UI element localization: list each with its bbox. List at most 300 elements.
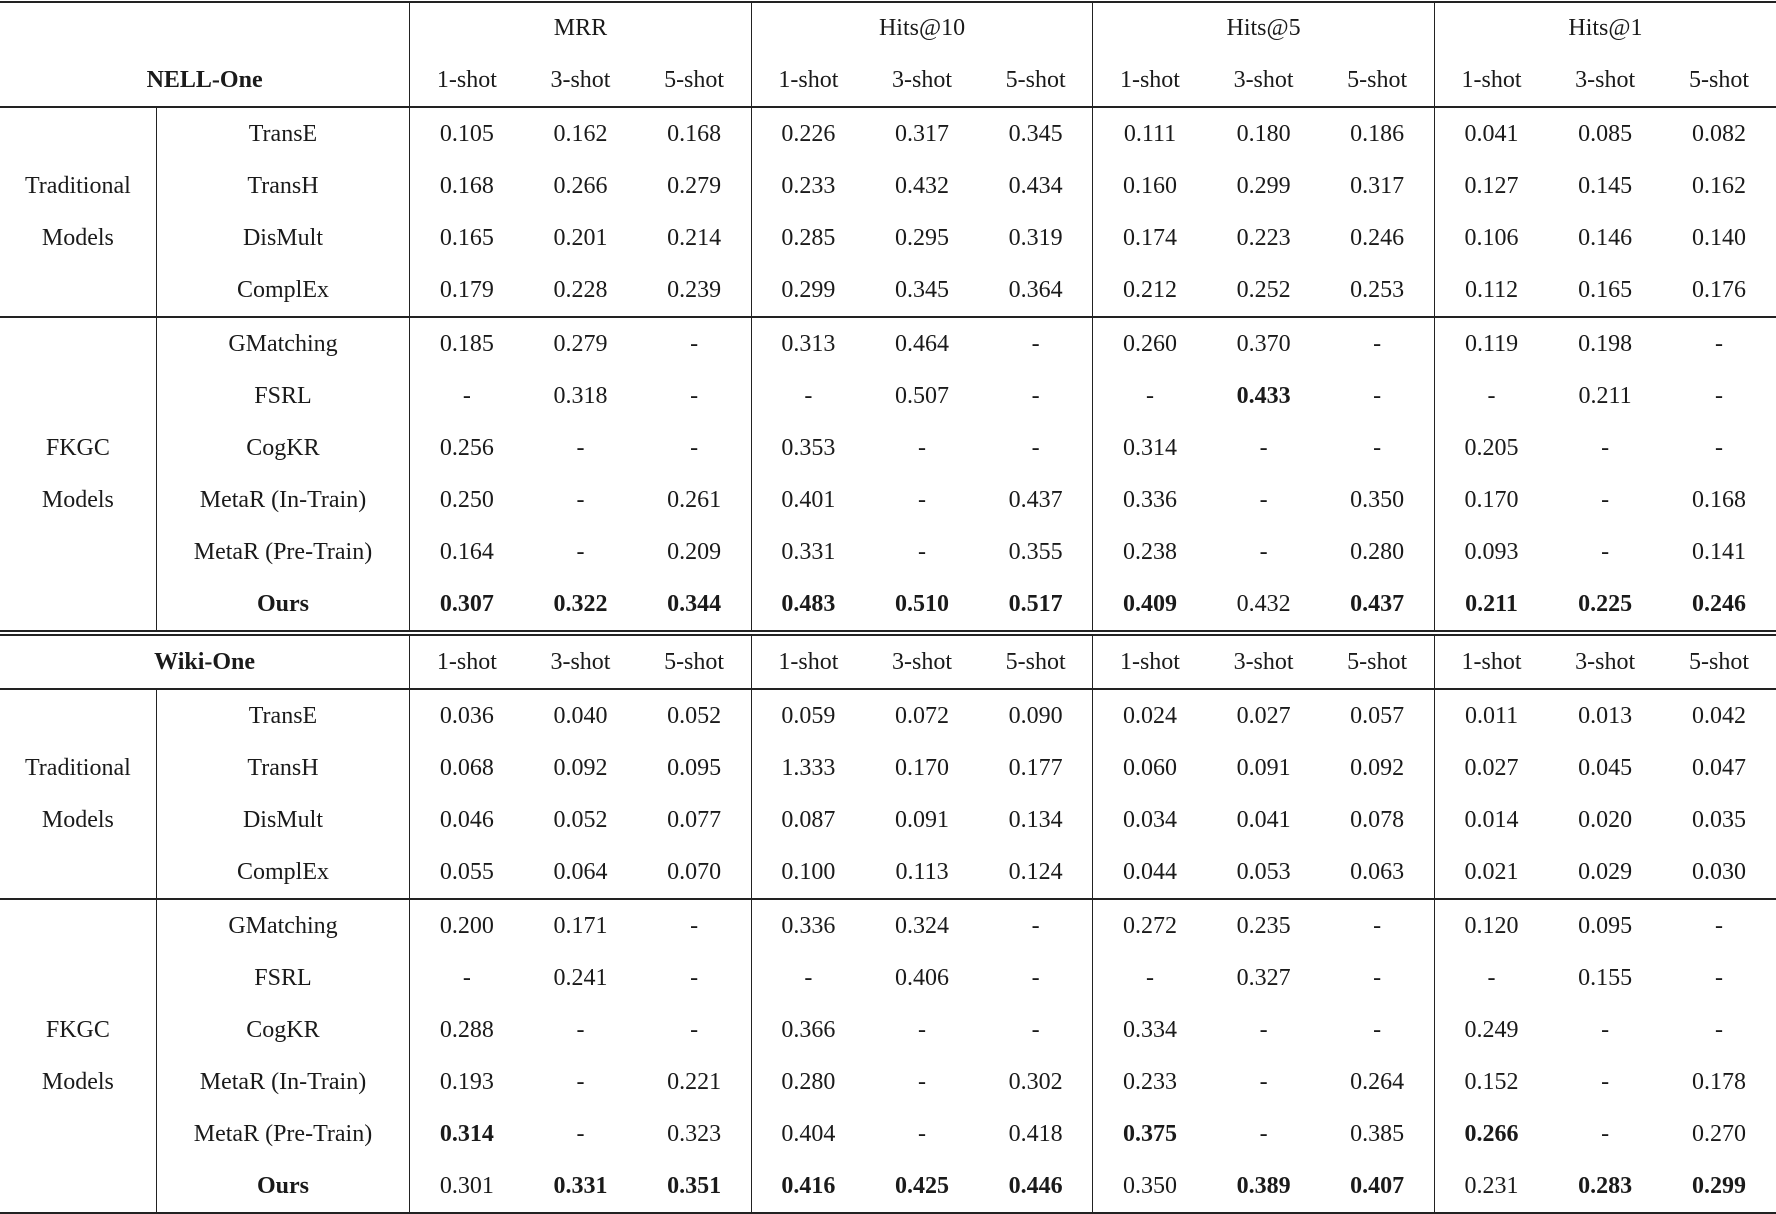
value-cell: - [1601,486,1610,513]
model-name: TransH [247,754,319,781]
value-cell: 0.250 [410,474,524,526]
value-cell: 0.092 [553,754,608,781]
group-label-text [0,742,156,846]
value-cell: - [1715,382,1724,409]
value-cell: 0.053 [1207,846,1321,899]
shot-header: 5-shot [1662,54,1776,107]
value-cell: 0.057 [1350,702,1405,729]
value-cell: 0.013 [1578,702,1633,729]
value-cell: - [576,1120,585,1147]
value-cell: 0.370 [1236,330,1291,357]
value-cell: 0.364 [979,264,1093,317]
group-label [0,899,156,1213]
value-cell: 0.034 [1093,794,1207,846]
group-label-text [0,160,156,264]
value-cell: 0.253 [1320,264,1434,317]
value-cell: 1.333 [751,742,865,794]
table-row [0,899,1776,952]
value-cell: 0.416 [751,1160,865,1213]
value-cell: 0.299 [1662,1160,1776,1213]
value-cell: - [1259,1016,1268,1043]
value-cell: 0.090 [1008,702,1063,729]
value-cell: 0.041 [1236,806,1291,833]
value-cell: 0.180 [1236,120,1291,147]
value-cell: 0.279 [553,330,608,357]
value-cell: 0.134 [1008,806,1063,833]
value-cell: 0.288 [410,1004,524,1056]
value-cell: 0.212 [1093,264,1207,317]
value-cell: 0.072 [895,702,950,729]
value-cell: 0.029 [1548,846,1662,899]
value-cell: 0.201 [553,224,608,251]
value-cell: 0.317 [895,120,950,147]
value-cell: 0.106 [1434,212,1548,264]
value-cell: - [1259,486,1268,513]
value-cell: 0.280 [1350,538,1405,565]
shot-header: 1-shot [751,633,865,689]
value-cell: 0.111 [1093,107,1207,160]
model-name: CogKR [246,1016,320,1043]
group-label [0,107,156,317]
value-cell: 0.319 [1008,224,1063,251]
value-cell: 0.152 [1434,1056,1548,1108]
value-cell: 0.045 [1578,754,1633,781]
value-cell: 0.021 [1434,846,1548,899]
value-cell: - [1601,1068,1610,1095]
value-cell: - [1259,1120,1268,1147]
group-label-line: FKGC [45,1017,110,1043]
value-cell: 0.170 [1434,474,1548,526]
table-row [0,317,1776,370]
value-cell: 0.168 [1692,486,1747,513]
value-cell: - [576,1016,585,1043]
value-cell: - [690,1016,699,1043]
value-cell: 0.221 [667,1068,722,1095]
value-cell: 0.186 [1350,120,1405,147]
value-cell: - [751,952,865,1004]
model-name: ComplEx [156,846,409,899]
value-cell: 0.446 [979,1160,1093,1213]
value-cell: - [1601,538,1610,565]
value-cell: 0.060 [1093,742,1207,794]
value-cell: 0.401 [751,474,865,526]
value-cell: - [918,538,927,565]
group-label [0,689,156,899]
shot-header: 3-shot [865,54,979,107]
value-cell: 0.168 [667,120,722,147]
group-label-text [0,1004,156,1108]
value-cell: 0.336 [751,899,865,952]
value-cell: - [1031,434,1040,461]
value-cell: 0.314 [410,1108,524,1160]
value-cell: 0.344 [637,578,751,633]
value-cell: 0.317 [1350,172,1405,199]
value-cell: 0.036 [410,689,524,742]
value-cell: 0.162 [1692,172,1747,199]
value-cell: 0.270 [1692,1120,1747,1147]
shot-header: 1-shot [1093,633,1207,689]
value-cell: 0.171 [553,912,608,939]
value-cell: - [1093,370,1207,422]
value-cell: 0.211 [1578,382,1632,409]
value-cell: 0.064 [524,846,638,899]
value-cell: 0.385 [1350,1120,1405,1147]
model-name: CogKR [246,434,320,461]
value-cell: 0.241 [553,964,608,991]
model-name: MetaR (In-Train) [199,1068,367,1095]
value-cell: 0.211 [1434,578,1548,633]
value-cell: 0.246 [1662,578,1776,633]
value-cell: 0.233 [751,160,865,212]
value-cell: 0.040 [553,702,608,729]
value-cell: 0.093 [1434,526,1548,578]
value-cell: 0.266 [553,172,608,199]
shot-header: 5-shot [1320,54,1434,107]
value-cell: 0.027 [1434,742,1548,794]
value-cell: 0.322 [524,578,638,633]
metric-header: MRR [410,2,752,54]
value-cell: 0.091 [1236,754,1291,781]
value-cell: - [1373,912,1382,939]
value-cell: 0.120 [1434,899,1548,952]
value-cell: 0.011 [1434,689,1548,742]
model-name: FSRL [254,382,312,409]
value-cell: 0.231 [1434,1160,1548,1213]
value-cell: - [1601,1120,1610,1147]
metric-header: Hits@10 [751,2,1093,54]
value-cell: 0.082 [1692,120,1747,147]
value-cell: - [690,912,699,939]
value-cell: 0.042 [1692,702,1747,729]
value-cell: 0.077 [667,806,722,833]
value-cell: 0.510 [865,578,979,633]
value-cell: 0.301 [410,1160,524,1213]
value-cell: 0.433 [1236,382,1291,409]
value-cell: 0.418 [1008,1120,1063,1147]
value-cell: 0.226 [751,107,865,160]
value-cell: 0.095 [1578,912,1633,939]
value-cell: 0.285 [751,212,865,264]
value-cell: - [918,1120,927,1147]
value-cell: - [1373,1016,1382,1043]
shot-header: 3-shot [1548,633,1662,689]
value-cell: 0.146 [1578,224,1633,251]
value-cell: 0.266 [1434,1108,1548,1160]
value-cell: - [1259,434,1268,461]
group-label-line: FKGC [45,435,110,461]
model-name: MetaR (In-Train) [199,486,367,513]
value-cell: 0.323 [667,1120,722,1147]
value-cell: 0.024 [1093,689,1207,742]
table-row [0,742,1776,794]
value-cell: 0.331 [751,526,865,578]
model-name: ComplEx [156,264,409,317]
value-cell: 0.314 [1093,422,1207,474]
value-cell: 0.046 [410,794,524,846]
group-label-text [0,422,156,526]
value-cell: 0.345 [1008,120,1063,147]
value-cell: 0.283 [1548,1160,1662,1213]
value-cell: 0.078 [1350,806,1405,833]
value-cell: - [1373,330,1382,357]
value-cell: 0.100 [751,846,865,899]
table-row [0,1004,1776,1056]
value-cell: 0.209 [667,538,722,565]
value-cell: 0.299 [1236,172,1291,199]
value-cell: 0.351 [637,1160,751,1213]
value-cell: 0.055 [410,846,524,899]
value-cell: 0.170 [895,754,950,781]
table-row [0,212,1776,264]
value-cell: 0.331 [524,1160,638,1213]
value-cell: - [1259,1068,1268,1095]
value-cell: 0.119 [1434,317,1548,370]
value-cell: 0.145 [1578,172,1633,199]
value-cell: 0.030 [1662,846,1776,899]
model-name: TransH [247,172,319,199]
shot-header: 3-shot [1548,54,1662,107]
value-cell: 0.404 [751,1108,865,1160]
value-cell: 0.350 [1350,486,1405,513]
value-cell: 0.063 [1320,846,1434,899]
table-row [0,422,1776,474]
shot-header: 1-shot [410,633,524,689]
value-cell: 0.233 [1093,1056,1207,1108]
model-name: Ours [156,1160,409,1213]
value-cell: 0.345 [865,264,979,317]
model-name: TransE [248,120,318,147]
value-cell: - [1031,1016,1040,1043]
table-row [0,1108,1776,1160]
value-cell: 0.155 [1578,964,1633,991]
value-cell: - [1373,382,1382,409]
value-cell: 0.027 [1236,702,1291,729]
value-cell: 0.105 [410,107,524,160]
value-cell: - [690,964,699,991]
value-cell: 0.223 [1236,224,1291,251]
value-cell: 0.313 [751,317,865,370]
value-cell: 0.225 [1548,578,1662,633]
value-cell: 0.407 [1320,1160,1434,1213]
shot-header: 5-shot [979,54,1093,107]
shot-header: 1-shot [1434,633,1548,689]
value-cell: 0.261 [667,486,722,513]
value-cell: 0.299 [751,264,865,317]
value-cell: - [1601,434,1610,461]
value-cell: - [1031,330,1040,357]
table-row [0,107,1776,160]
value-cell: 0.295 [895,224,950,251]
group-label-line: Traditional [24,755,131,781]
shot-header-row [0,54,1776,107]
value-cell: 0.375 [1093,1108,1207,1160]
shot-header-row [0,633,1776,689]
value-cell: - [690,434,699,461]
value-cell: - [576,434,585,461]
metric-header: Hits@5 [1093,2,1435,54]
table-row [0,526,1776,578]
value-cell: - [576,486,585,513]
model-name: FSRL [254,964,312,991]
value-cell: - [1031,382,1040,409]
group-label [0,317,156,633]
value-cell: 0.246 [1350,224,1405,251]
value-cell: 0.205 [1434,422,1548,474]
value-cell: 0.437 [1320,578,1434,633]
value-cell: - [918,1016,927,1043]
table-row [0,846,1776,899]
value-cell: 0.198 [1578,330,1633,357]
value-cell: 0.324 [895,912,950,939]
group-label-line: Models [41,487,114,513]
value-cell: 0.047 [1692,754,1747,781]
value-cell: 0.517 [979,578,1093,633]
dataset-name: NELL-One [0,54,410,107]
value-cell: 0.091 [895,806,950,833]
value-cell: 0.327 [1236,964,1291,991]
value-cell: 0.165 [1548,264,1662,317]
value-cell: 0.318 [553,382,608,409]
value-cell: - [1601,1016,1610,1043]
shot-header: 1-shot [410,54,524,107]
shot-header: 3-shot [1207,633,1321,689]
value-cell: 0.176 [1662,264,1776,317]
value-cell: 0.464 [895,330,950,357]
value-cell: 0.127 [1434,160,1548,212]
value-cell: 0.112 [1434,264,1548,317]
value-cell: - [1373,964,1382,991]
value-cell: - [1373,434,1382,461]
value-cell: 0.302 [1008,1068,1063,1095]
value-cell: 0.095 [667,754,722,781]
table-row [0,160,1776,212]
value-cell: 0.409 [1093,578,1207,633]
table-row [0,952,1776,1004]
value-cell: - [1715,964,1724,991]
shot-header: 3-shot [1207,54,1321,107]
value-cell: - [1434,952,1548,1004]
model-name: MetaR (Pre-Train) [193,1120,373,1147]
shot-header: 1-shot [1434,54,1548,107]
value-cell: - [1259,538,1268,565]
value-cell: 0.235 [1236,912,1291,939]
model-name: GMatching [228,330,338,357]
value-cell: 0.432 [895,172,950,199]
value-cell: 0.070 [637,846,751,899]
value-cell: - [1715,1016,1724,1043]
value-cell: - [1031,912,1040,939]
value-cell: - [1093,952,1207,1004]
table-row [0,370,1776,422]
value-cell: 0.052 [667,702,722,729]
value-cell: - [1715,912,1724,939]
value-cell: - [576,1068,585,1095]
value-cell: 0.141 [1692,538,1747,565]
model-name: TransE [248,702,318,729]
value-cell: - [576,538,585,565]
value-cell: 0.041 [1434,107,1548,160]
value-cell: 0.185 [410,317,524,370]
value-cell: 0.068 [410,742,524,794]
table-row [0,1056,1776,1108]
value-cell: 0.140 [1692,224,1747,251]
value-cell: 0.179 [410,264,524,317]
metric-header-row [0,2,1776,54]
value-cell: - [690,330,699,357]
table-row [0,474,1776,526]
value-cell: - [1715,330,1724,357]
value-cell: - [690,382,699,409]
table-row [0,794,1776,846]
value-cell: 0.355 [1008,538,1063,565]
value-cell: - [1715,434,1724,461]
value-cell: 0.389 [1207,1160,1321,1213]
value-cell: 0.272 [1093,899,1207,952]
value-cell: 0.113 [865,846,979,899]
table-row [0,689,1776,742]
value-cell: 0.350 [1093,1160,1207,1213]
value-cell: - [1434,370,1548,422]
value-cell: 0.252 [1207,264,1321,317]
value-cell: 0.200 [410,899,524,952]
value-cell: 0.059 [751,689,865,742]
table-row [0,578,1776,633]
value-cell: 0.336 [1093,474,1207,526]
value-cell: 0.507 [895,382,950,409]
shot-header: 3-shot [524,54,638,107]
shot-header: 5-shot [637,54,751,107]
model-name: DisMult [242,224,323,251]
shot-header: 1-shot [751,54,865,107]
value-cell: 0.020 [1578,806,1633,833]
value-cell: 0.279 [667,172,722,199]
value-cell: 0.035 [1692,806,1747,833]
value-cell: 0.437 [1008,486,1063,513]
group-label-line: Traditional [24,173,131,199]
shot-header: 5-shot [637,633,751,689]
value-cell: 0.483 [751,578,865,633]
group-label-line: Models [41,225,114,251]
value-cell: - [1031,964,1040,991]
value-cell: 0.307 [410,578,524,633]
value-cell: 0.168 [410,160,524,212]
value-cell: 0.160 [1093,160,1207,212]
value-cell: 0.249 [1434,1004,1548,1056]
results-table [0,1,1776,1214]
value-cell: 0.239 [637,264,751,317]
group-label-line: Models [41,807,114,833]
value-cell: 0.406 [895,964,950,991]
value-cell: 0.087 [751,794,865,846]
group-label-line: Models [41,1069,114,1095]
value-cell: 0.165 [410,212,524,264]
value-cell: - [918,434,927,461]
shot-header: 1-shot [1093,54,1207,107]
value-cell: 0.177 [1008,754,1063,781]
value-cell: - [410,952,524,1004]
value-cell: 0.264 [1350,1068,1405,1095]
table-row [0,1160,1776,1213]
value-cell: 0.256 [410,422,524,474]
value-cell: 0.334 [1093,1004,1207,1056]
value-cell: 0.052 [553,806,608,833]
value-cell: 0.178 [1692,1068,1747,1095]
value-cell: 0.228 [524,264,638,317]
value-cell: 0.174 [1093,212,1207,264]
value-cell: 0.425 [865,1160,979,1213]
value-cell: 0.214 [667,224,722,251]
value-cell: 0.014 [1434,794,1548,846]
